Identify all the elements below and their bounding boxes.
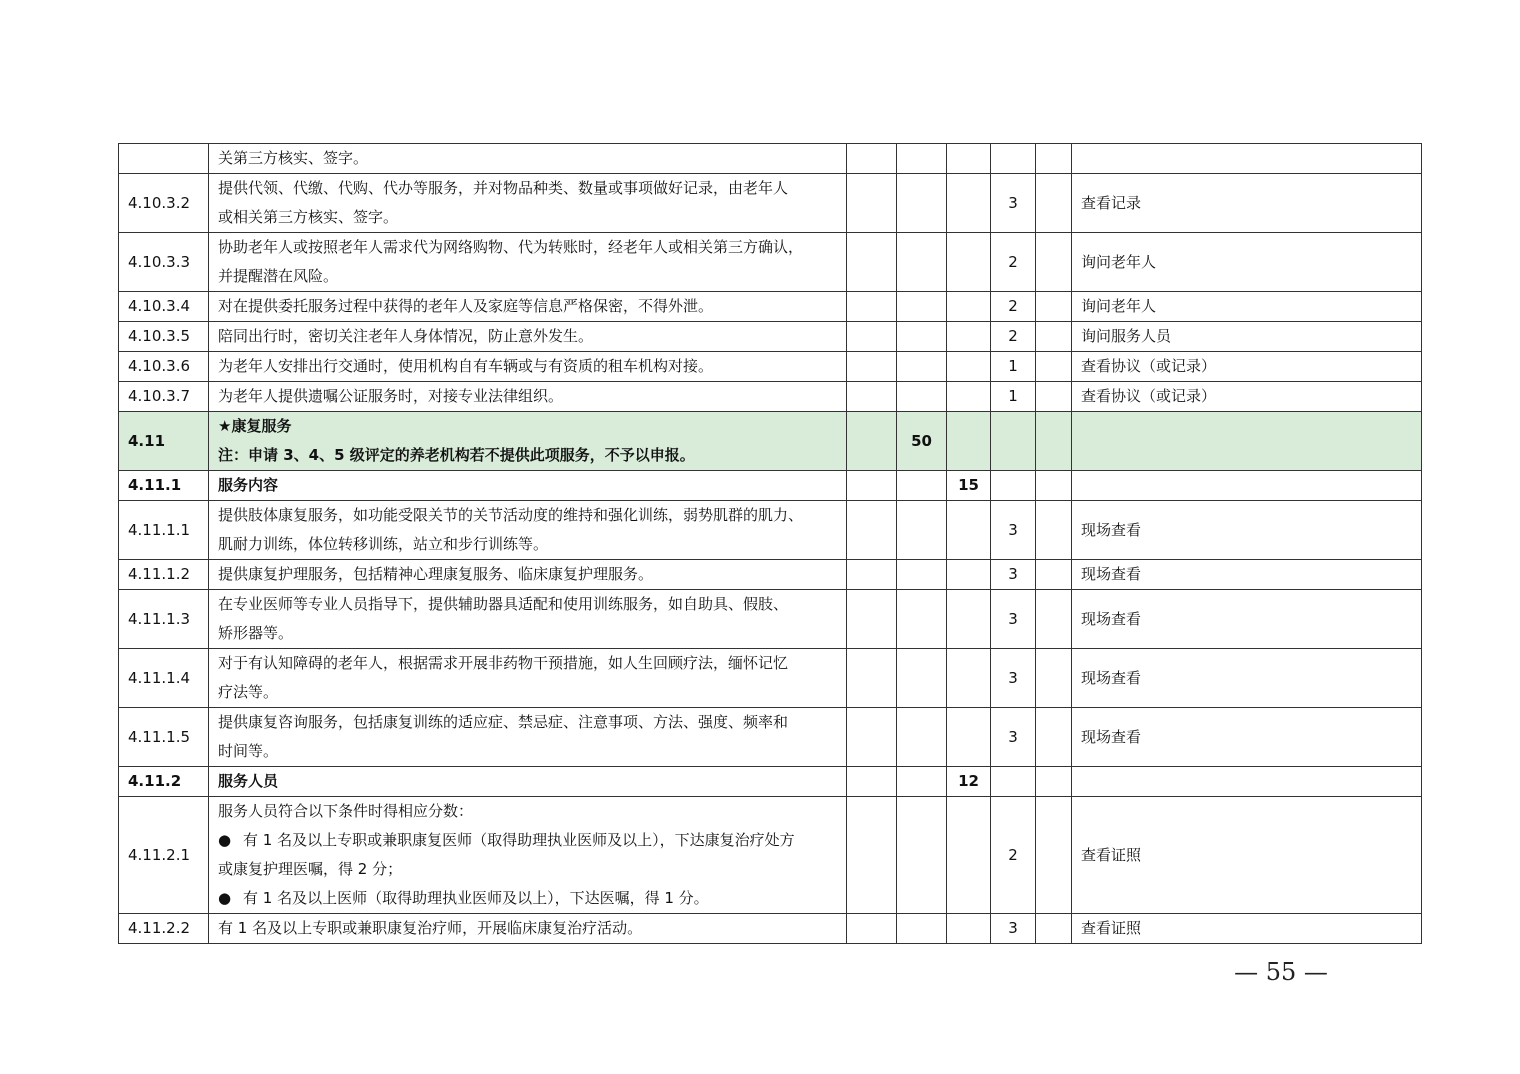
table-row — [119, 233, 1422, 292]
score-col-5 — [1036, 352, 1072, 382]
score-col-1 — [847, 767, 897, 797]
score-col-5 — [1036, 767, 1072, 797]
item-code: 4.11.2.1 — [119, 797, 209, 914]
score-col-4: 2 — [991, 322, 1036, 352]
score-col-2 — [897, 590, 947, 649]
check-method: 现场查看 — [1072, 501, 1422, 560]
check-method — [1072, 471, 1422, 501]
score-col-2 — [897, 144, 947, 174]
check-method — [1072, 144, 1422, 174]
check-method: 询问服务人员 — [1072, 322, 1422, 352]
check-method: 现场查看 — [1072, 560, 1422, 590]
item-code: 4.10.3.3 — [119, 233, 209, 292]
score-col-4: 3 — [991, 560, 1036, 590]
subsection-title: 服务内容 — [209, 471, 847, 501]
score-col-3 — [947, 322, 991, 352]
subsection-row — [119, 767, 1422, 797]
item-code: 4.11.1.2 — [119, 560, 209, 590]
score-col-1 — [847, 560, 897, 590]
score-col-4: 2 — [991, 292, 1036, 322]
score-col-5 — [1036, 797, 1072, 914]
item-code: 4.10.3.6 — [119, 352, 209, 382]
check-method: 询问老年人 — [1072, 292, 1422, 322]
item-code: 4.10.3.5 — [119, 322, 209, 352]
score-col-5 — [1036, 322, 1072, 352]
score-col-4 — [991, 767, 1036, 797]
score-col-2 — [897, 174, 947, 233]
table-row — [119, 352, 1422, 382]
item-code: 4.11.2.2 — [119, 914, 209, 944]
score-col-2 — [897, 382, 947, 412]
check-method: 查看记录 — [1072, 174, 1422, 233]
section-title: ★康复服务 注：申请 3、4、5 级评定的养老机构若不提供此项服务，不予以申报。 — [209, 412, 847, 471]
score-col-4 — [991, 412, 1036, 471]
score-col-5 — [1036, 649, 1072, 708]
score-col-4: 3 — [991, 590, 1036, 649]
score-col-1 — [847, 382, 897, 412]
check-method: 现场查看 — [1072, 708, 1422, 767]
item-content: 提供康复咨询服务，包括康复训练的适应症、禁忌症、注意事项、方法、强度、频率和 时间等。 — [209, 708, 847, 767]
score-col-5 — [1036, 412, 1072, 471]
score-col-5 — [1036, 708, 1072, 767]
item-content: 为老年人安排出行交通时，使用机构自有车辆或与有资质的租车机构对接。 — [209, 352, 847, 382]
score-col-2 — [897, 233, 947, 292]
item-code: 4.10.3.2 — [119, 174, 209, 233]
score-col-2 — [897, 649, 947, 708]
score-col-4: 3 — [991, 649, 1036, 708]
score-col-5 — [1036, 560, 1072, 590]
score-col-3 — [947, 501, 991, 560]
score-col-3: 15 — [947, 471, 991, 501]
score-col-3 — [947, 590, 991, 649]
score-col-2 — [897, 501, 947, 560]
score-col-2: 50 — [897, 412, 947, 471]
score-col-4: 2 — [991, 797, 1036, 914]
check-method: 现场查看 — [1072, 590, 1422, 649]
score-col-2 — [897, 322, 947, 352]
check-method: 查看协议（或记录） — [1072, 352, 1422, 382]
score-col-4: 2 — [991, 233, 1036, 292]
score-col-3 — [947, 233, 991, 292]
score-col-1 — [847, 914, 897, 944]
table-row — [119, 797, 1422, 914]
item-content: 在专业医师等专业人员指导下，提供辅助器具适配和使用训练服务，如自助具、假肢、 矫形器等。 — [209, 590, 847, 649]
score-col-2 — [897, 914, 947, 944]
item-content: 服务人员符合以下条件时得相应分数： ● 有 1 名及以上专职或兼职康复医师（取得助理执业医师及以上），下达康复治疗处方 或康复护理医嘱，得 2 分； ● 有 1 名及以上医师（取得助理执业医师及以上），下达医嘱，得 1 分。 — [209, 797, 847, 914]
score-col-4: 3 — [991, 914, 1036, 944]
score-col-5 — [1036, 501, 1072, 560]
score-col-3: 12 — [947, 767, 991, 797]
score-col-3 — [947, 174, 991, 233]
check-method — [1072, 767, 1422, 797]
item-content: 陪同出行时，密切关注老年人身体情况，防止意外发生。 — [209, 322, 847, 352]
item-content: 协助老年人或按照老年人需求代为网络购物、代为转账时，经老年人或相关第三方确认， 并提醒潜在风险。 — [209, 233, 847, 292]
score-col-1 — [847, 649, 897, 708]
score-col-2 — [897, 292, 947, 322]
item-code: 4.10.3.4 — [119, 292, 209, 322]
table-row — [119, 144, 1422, 174]
table-row — [119, 174, 1422, 233]
score-col-1 — [847, 233, 897, 292]
item-content: 提供康复护理服务，包括精神心理康复服务、临床康复护理服务。 — [209, 560, 847, 590]
score-col-1 — [847, 590, 897, 649]
check-method: 询问老年人 — [1072, 233, 1422, 292]
table-row — [119, 322, 1422, 352]
score-col-3 — [947, 649, 991, 708]
score-col-5 — [1036, 382, 1072, 412]
table-row — [119, 708, 1422, 767]
score-col-2 — [897, 471, 947, 501]
score-col-4: 1 — [991, 352, 1036, 382]
table-row — [119, 382, 1422, 412]
score-col-5 — [1036, 174, 1072, 233]
section-code: 4.11 — [119, 412, 209, 471]
score-col-2 — [897, 708, 947, 767]
score-col-1 — [847, 471, 897, 501]
score-col-2 — [897, 797, 947, 914]
item-code: 4.11.1.3 — [119, 590, 209, 649]
check-method — [1072, 412, 1422, 471]
item-content: 提供肢体康复服务，如功能受限关节的关节活动度的维持和强化训练，弱势肌群的肌力、 肌耐力训练，体位转移训练，站立和步行训练等。 — [209, 501, 847, 560]
bullet-icon: ● — [218, 831, 232, 849]
score-col-1 — [847, 708, 897, 767]
score-col-4: 3 — [991, 708, 1036, 767]
item-content: 对在提供委托服务过程中获得的老年人及家庭等信息严格保密，不得外泄。 — [209, 292, 847, 322]
item-code: 4.10.3.7 — [119, 382, 209, 412]
score-col-1 — [847, 797, 897, 914]
table-row — [119, 560, 1422, 590]
item-content: 关第三方核实、签字。 — [209, 144, 847, 174]
table-row — [119, 292, 1422, 322]
score-col-2 — [897, 560, 947, 590]
table-row — [119, 649, 1422, 708]
item-content: 为老年人提供遗嘱公证服务时，对接专业法律组织。 — [209, 382, 847, 412]
subsection-row — [119, 471, 1422, 501]
check-method: 查看证照 — [1072, 797, 1422, 914]
score-col-4: 1 — [991, 382, 1036, 412]
score-col-3 — [947, 292, 991, 322]
score-col-1 — [847, 292, 897, 322]
table-row — [119, 590, 1422, 649]
score-col-4 — [991, 471, 1036, 501]
score-col-5 — [1036, 144, 1072, 174]
subsection-title: 服务人员 — [209, 767, 847, 797]
score-col-5 — [1036, 471, 1072, 501]
score-col-3 — [947, 412, 991, 471]
section-header-row — [119, 412, 1422, 471]
score-col-3 — [947, 560, 991, 590]
score-col-3 — [947, 382, 991, 412]
check-method: 查看协议（或记录） — [1072, 382, 1422, 412]
score-col-1 — [847, 352, 897, 382]
score-col-3 — [947, 144, 991, 174]
item-content: 有 1 名及以上专职或兼职康复治疗师，开展临床康复治疗活动。 — [209, 914, 847, 944]
score-col-4: 3 — [991, 174, 1036, 233]
check-method: 查看证照 — [1072, 914, 1422, 944]
score-col-5 — [1036, 914, 1072, 944]
score-col-1 — [847, 412, 897, 471]
score-col-5 — [1036, 292, 1072, 322]
score-col-1 — [847, 322, 897, 352]
score-col-3 — [947, 914, 991, 944]
evaluation-table — [118, 143, 1422, 944]
score-col-3 — [947, 708, 991, 767]
score-col-2 — [897, 767, 947, 797]
item-code — [119, 144, 209, 174]
score-col-1 — [847, 144, 897, 174]
table-row — [119, 501, 1422, 560]
score-col-1 — [847, 174, 897, 233]
score-col-3 — [947, 797, 991, 914]
score-col-5 — [1036, 233, 1072, 292]
check-method: 现场查看 — [1072, 649, 1422, 708]
table-row — [119, 914, 1422, 944]
score-col-2 — [897, 352, 947, 382]
page-number: — 55 — — [1234, 958, 1328, 986]
bullet-icon: ● — [218, 889, 232, 907]
score-col-3 — [947, 352, 991, 382]
score-col-5 — [1036, 590, 1072, 649]
score-col-4: 3 — [991, 501, 1036, 560]
score-col-1 — [847, 501, 897, 560]
item-code: 4.11.1.1 — [119, 501, 209, 560]
item-code: 4.11.1.5 — [119, 708, 209, 767]
subsection-code: 4.11.1 — [119, 471, 209, 501]
subsection-code: 4.11.2 — [119, 767, 209, 797]
item-content: 对于有认知障碍的老年人，根据需求开展非药物干预措施，如人生回顾疗法，缅怀记忆 疗法等。 — [209, 649, 847, 708]
score-col-4 — [991, 144, 1036, 174]
item-code: 4.11.1.4 — [119, 649, 209, 708]
item-content: 提供代领、代缴、代购、代办等服务，并对物品种类、数量或事项做好记录，由老年人 或相关第三方核实、签字。 — [209, 174, 847, 233]
